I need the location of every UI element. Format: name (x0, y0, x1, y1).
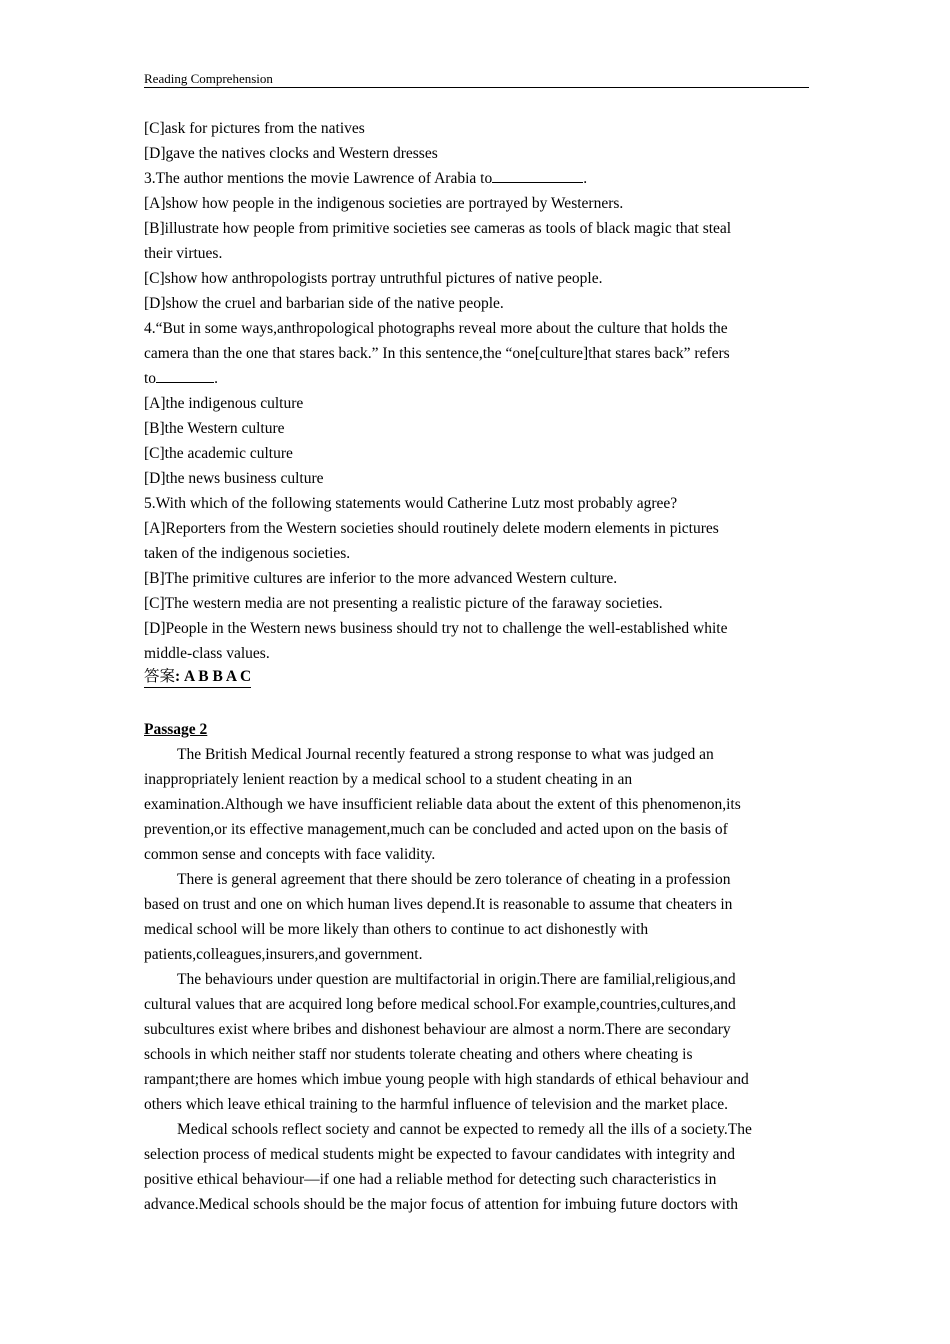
p4-line1: Medical schools reflect society and cannot be expected to remedy all the ills of a society.The (177, 1121, 752, 1138)
p3-line3: subcultures exist where bribes and dishonest behaviour are almost a norm.There are secondary (144, 1021, 731, 1038)
q4-stem-line3-text: to (144, 370, 157, 387)
p1-line2: inappropriately lenient reaction by a medical school to a student cheating in an (144, 771, 633, 788)
q5-stem: 5.With which of the following statements would Catherine Lutz most probably agree? (144, 495, 678, 512)
p4-line4: advance.Medical schools should be the major focus of attention for imbuing future doctors with (144, 1196, 739, 1213)
passage-title: Passage 2 (144, 721, 208, 738)
answer-value: : A B B A C (175, 668, 252, 685)
answer-key (144, 666, 251, 688)
q3-option-a: [A]show how people in the indigenous societies are portrayed by Westerners. (144, 195, 624, 212)
header-title: Reading Comprehension (144, 71, 273, 86)
p3-line5: rampant;there are homes which imbue young people with high standards of ethical behaviour and (144, 1071, 749, 1088)
q5-option-d-cont: middle-class values. (144, 645, 270, 662)
q4-option-a: [A]the indigenous culture (144, 395, 304, 412)
p4-line2: selection process of medical students might be expected to favour candidates with integrity and (144, 1146, 735, 1163)
q3-option-b: [B]illustrate how people from primitive societies see cameras as tools of black magic that steal (144, 220, 732, 237)
q4-stem-line3: to . (144, 370, 218, 387)
page-header (144, 70, 809, 88)
p3-line2: cultural values that are acquired long before medical school.For example,countries,cultures,and (144, 996, 736, 1013)
q5-option-b: [B]The primitive cultures are inferior to the more advanced Western culture. (144, 570, 618, 587)
q5-option-c: [C]The western media are not presenting a realistic picture of the faraway societies. (144, 595, 663, 612)
q4-stem-line2: camera than the one that stares back.” In this sentence,the “one[culture]that stares back” refers (144, 345, 730, 362)
q4-stem-line1: 4.“But in some ways,anthropological photographs reveal more about the culture that holds the (144, 320, 728, 337)
p1-line4: prevention,or its effective management,much can be concluded and acted upon on the basis of (144, 821, 728, 838)
q3-stem: 3.The author mentions the movie Lawrence of Arabia to . (144, 170, 588, 187)
p2-line2: based on trust and one on which human lives depend.It is reasonable to assume that cheaters in (144, 896, 733, 913)
q4-option-d: [D]the news business culture (144, 470, 324, 487)
document-body (144, 116, 806, 1217)
q5-option-a: [A]Reporters from the Western societies should routinely delete modern elements in pictures (144, 520, 719, 537)
q3-option-c: [C]show how anthropologists portray untruthful pictures of native people. (144, 270, 603, 287)
q2-option-d: [D]gave the natives clocks and Western dresses (144, 145, 438, 162)
p1-line5: common sense and concepts with face validity. (144, 846, 436, 863)
p2-line1: There is general agreement that there should be zero tolerance of cheating in a profession (177, 871, 731, 888)
p2-line4: patients,colleagues,insurers,and government. (144, 946, 423, 963)
p3-line6: others which leave ethical training to the harmful influence of television and the market place. (144, 1096, 729, 1113)
answer-label: 答案 (144, 668, 176, 685)
p4-line3: positive ethical behaviour—if one had a reliable method for detecting such characteristics in (144, 1171, 717, 1188)
q3-answer-blank (492, 168, 583, 183)
q5-option-a-cont: taken of the indigenous societies. (144, 545, 351, 562)
q3-option-b-cont: their virtues. (144, 245, 223, 262)
p1-line3: examination.Although we have insufficient reliable data about the extent of this phenomenon,its (144, 796, 741, 813)
q4-option-b: [B]the Western culture (144, 420, 285, 437)
q3-stem-text: 3.The author mentions the movie Lawrence of Arabia to (144, 170, 493, 187)
p2-line3: medical school will be more likely than others to continue to act dishonestly with (144, 921, 649, 938)
p3-line4: schools in which neither staff nor students tolerate cheating and others where cheating is (144, 1046, 693, 1063)
p1-line1: The British Medical Journal recently featured a strong response to what was judged an (177, 746, 714, 763)
p3-line1: The behaviours under question are multifactorial in origin.There are familial,religious,and (177, 971, 736, 988)
q3-option-d: [D]show the cruel and barbarian side of the native people. (144, 295, 504, 312)
q4-option-c: [C]the academic culture (144, 445, 293, 462)
q2-option-c: [C]ask for pictures from the natives (144, 120, 365, 137)
q4-answer-blank (156, 368, 214, 383)
q5-option-d: [D]People in the Western news business should try not to challenge the well-established white (144, 620, 728, 637)
